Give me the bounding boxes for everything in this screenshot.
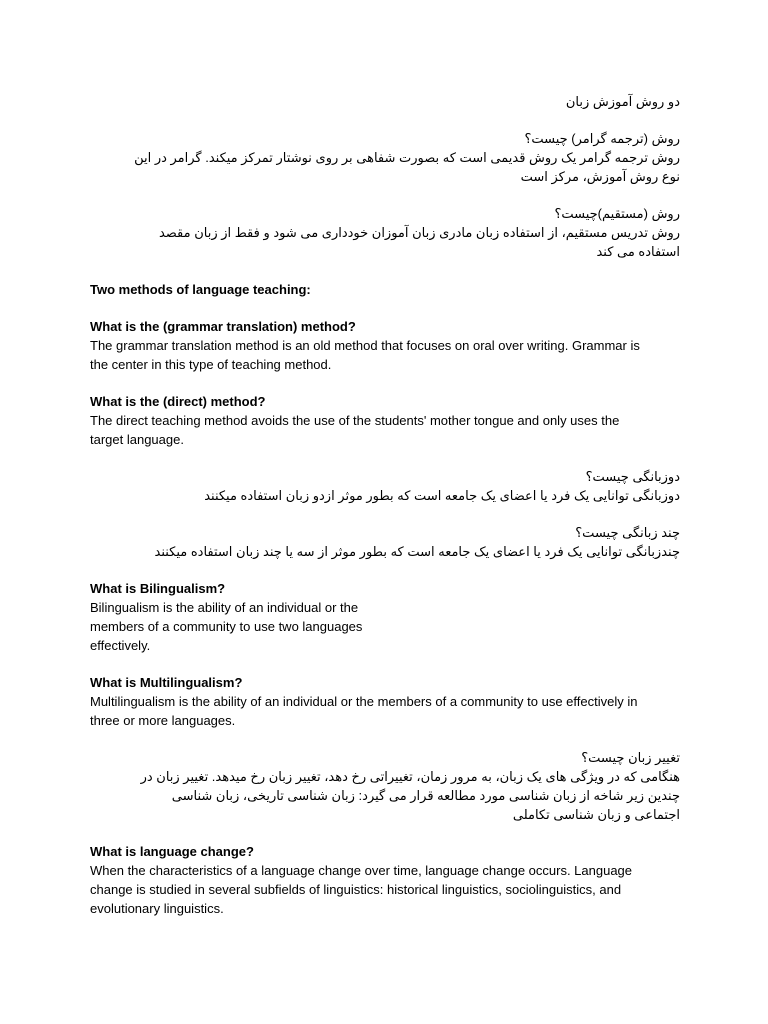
fa-title: دو روش آموزش زبان [565,94,680,109]
en-section-bilingualism [90,579,680,655]
fa-section-grammar-translation [90,129,680,186]
en-answer-line: members of a community to use two languages [90,619,363,634]
fa-answer-line: چندین زیر شاخه از زبان شناسی مورد مطالعه قرار می گیرد: زبان شناسی تاریخی، زبان شناسی [171,788,680,803]
fa-question-grammar-translation: روش (ترجمه گرامر) چیست؟ [524,131,680,146]
en-section-grammar-translation [90,317,680,374]
en-answer-line: effectively. [90,638,151,653]
fa-question-multilingualism: چند زبانگی چیست؟ [575,525,680,540]
fa-answer-line: روش ترجمه گرامر یک روش قدیمی است که بصورت شفاهی بر روی نوشتار تمرکز میکند. گرامر در این [134,150,680,165]
fa-question-bilingualism: دوزبانگی چیست؟ [585,469,680,484]
en-question-grammar-translation: What is the (grammar translation) method? [90,319,356,334]
en-answer-line: evolutionary linguistics. [90,901,224,916]
fa-section-bilingualism [90,467,680,505]
en-title: Two methods of language teaching: [90,282,311,297]
en-section-direct [90,392,680,449]
en-answer-line: the center in this type of teaching method. [90,357,332,372]
fa-question-language-change: تغییر زبان چیست؟ [581,750,680,765]
fa-answer-line: استفاده می کند [596,244,680,259]
en-answer-line: Bilingualism is the ability of an individual or the [90,600,359,615]
en-answer-line: three or more languages. [90,713,236,728]
en-section-language-change [90,842,680,918]
fa-section-direct [90,204,680,261]
en-answer-line: Multilingualism is the ability of an individual or the members of a community to use effectively in [90,694,638,709]
en-answer-line: When the characteristics of a language change over time, language change occurs. Language [90,863,633,878]
en-answer-line: target language. [90,432,184,447]
fa-answer-line: دوزبانگی توانایی یک فرد یا اعضای یک جامعه است که بطور موثر ازدو زبان استفاده میکنند [204,488,680,503]
fa-answer-line: نوع روش آموزش، مرکز است [520,169,680,184]
fa-answer-line: هنگامی که در ویژگی های یک زبان، به مرور زمان، تغییراتی رخ دهد، تغییر زبان رخ میدهد. تغییر زبان در [140,769,680,784]
en-answer-line: change is studied in several subfields of linguistics: historical linguistics, sociolinguistics, and [90,882,622,897]
fa-section-title [90,92,680,111]
fa-question-direct: روش (مستقیم)چیست؟ [554,206,680,221]
en-section-multilingualism [90,673,680,730]
en-section-title [90,280,680,299]
en-question-direct: What is the (direct) method? [90,394,266,409]
en-answer-line: The direct teaching method avoids the use of the students' mother tongue and only uses the [90,413,620,428]
en-question-bilingualism: What is Bilingualism? [90,581,226,596]
document-page [90,92,680,918]
fa-answer-line: روش تدریس مستقیم، از استفاده زبان مادری زبان آموزان خودداری می شود و فقط از زبان مقصد [158,225,680,240]
en-answer-line: The grammar translation method is an old method that focuses on oral over writing. Grammar is [90,338,640,353]
fa-section-multilingualism [90,523,680,561]
fa-answer-line: اجتماعی و زبان شناسی تکاملی [512,807,680,822]
fa-answer-line: چندزبانگی توانایی یک فرد یا اعضای یک جامعه است که بطور موثر از سه یا چند زبان استفاده میکنند [154,544,680,559]
en-question-multilingualism: What is Multilingualism? [90,675,243,690]
en-question-language-change: What is language change? [90,844,254,859]
fa-section-language-change [90,748,680,824]
